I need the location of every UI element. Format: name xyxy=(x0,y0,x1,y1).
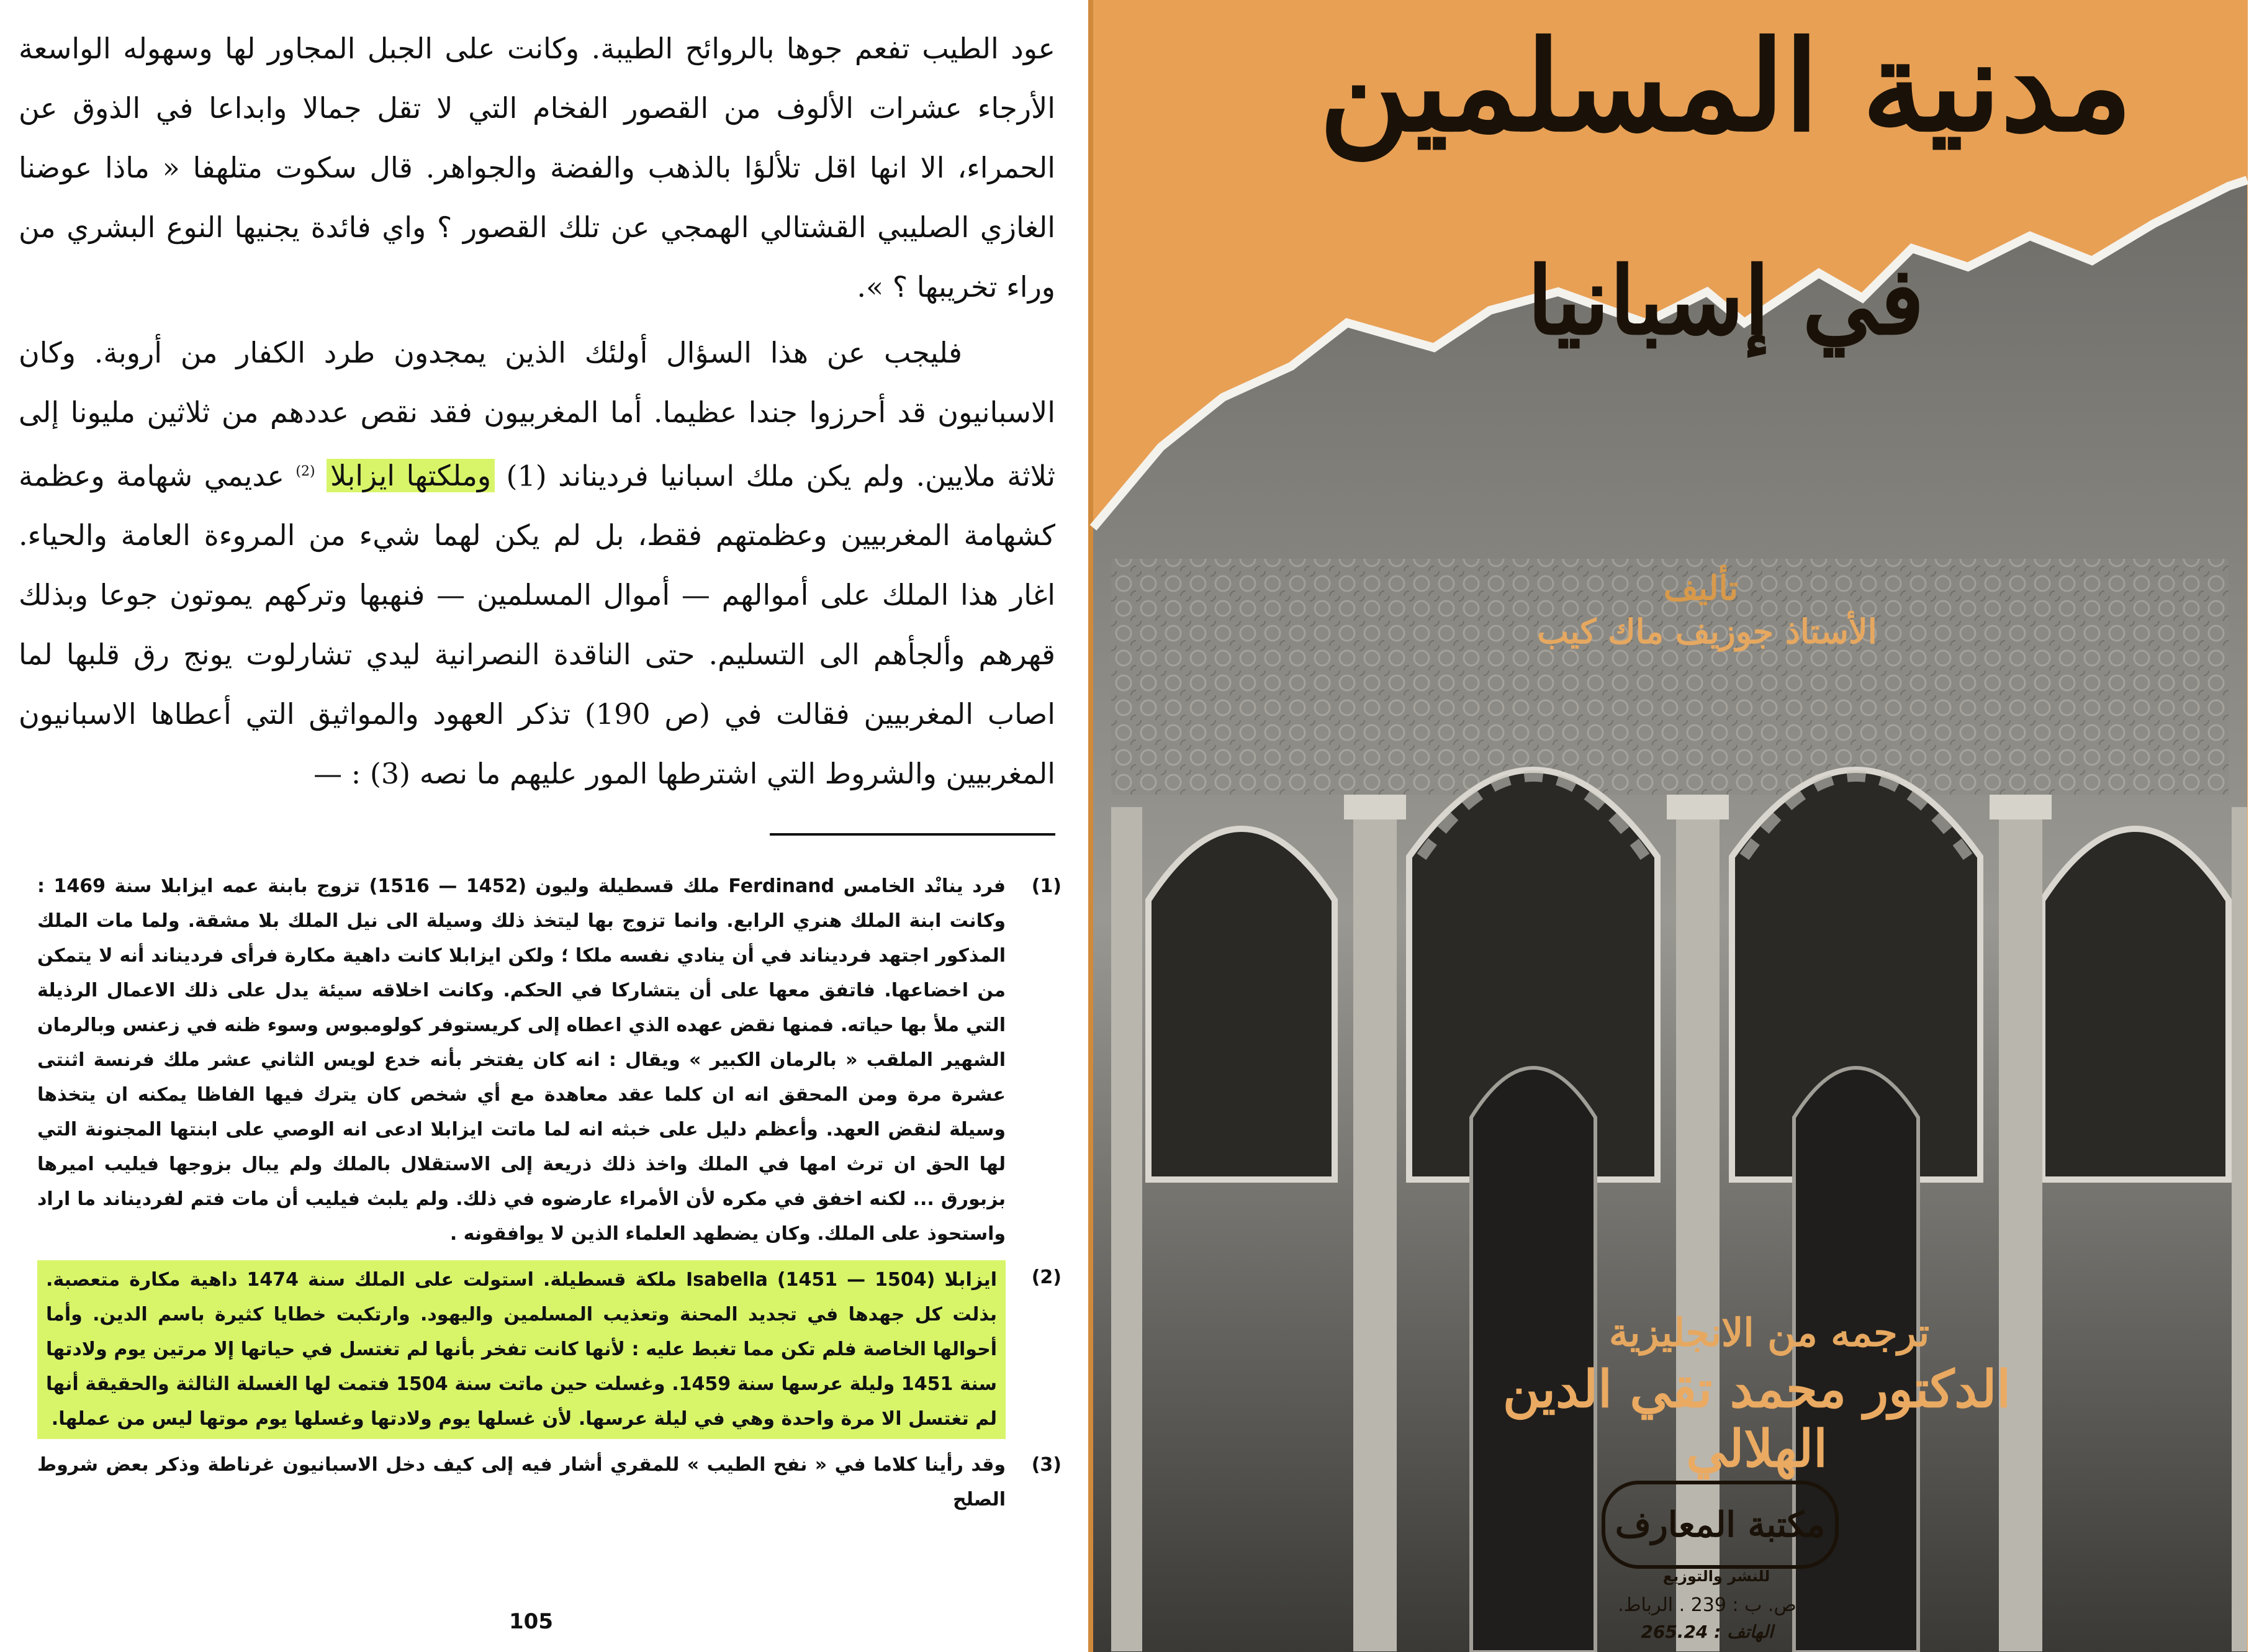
publisher-subtitle: للنشر والتوزيع xyxy=(1662,1568,1770,1585)
footnote-number: (2) xyxy=(1031,1266,1062,1288)
footnotes xyxy=(37,869,1062,1526)
translator-name: الدكتور محمد تقي الدين الهلالي xyxy=(1502,1360,2011,1479)
footnote-text-highlighted: ايزابلا Isabella (1451 — 1504) ملكة قسطيلة. استولت على الملك سنة 1474 داهية مكارة متعصبة. بذلت كل جهدها في تجديد المحنة وتعذيب المسلمين واليهود. وارتكبت خطايا كثيرة باسم الدين. وأما أحوالها الخاصة فلم تكن مما تغبط عليه : لأنها كانت تفخر بأنها لم تغتسل في حياتها إلا مرتين يوم ولادتها سنة 1451 وليلة عرسها سنة 1459. وغسلت حين ماتت سنة 1504 فتمت لها الغسلة الثالثة والحقيقة أنها لم تغتسل الا مرة واحدة وهي في ليلة عرسها. لأن غسلها يوم ولادتها وغسلها يوم موتها ليس من عملها. xyxy=(37,1260,1006,1439)
book-cover xyxy=(1086,0,2254,1652)
footnote-number: (3) xyxy=(1031,1454,1062,1476)
footnote-number: (1) xyxy=(1031,875,1062,897)
paragraph-2-end: عديمي شهامة وعظمة كشهامة المغربيين وعظمتهم فقط، بل لم يكن لهما شيء من المروءة العامة والحياء. اغار هذا الملك على أموالهم — أموال المسلمين — فنهبها وتركهم يموتون جوعا وبذلك قهرهم وألجأهم الى التسليم. حتى الناقدة النصرانية ليدي تشارلوت يونج رق قلبها لما اصاب المغربيين فقالت في (ص 190) تذكر العهود والمواثيق التي أعطاها الاسبانيون المغربيين والشروط التي اشترطها المور عليهم ما نصه (3) : — xyxy=(19,459,1055,791)
book-page xyxy=(0,0,1086,1652)
footnote-separator xyxy=(770,833,1055,836)
footnote-text: فرد ينانْد الخامس Ferdinand ملك قسطيلة وليون (1452 — 1516) تزوج بابنة عمه ايزابلا سنة 1469 : وكانت ابنة الملك هنري الرابع. وانما تزوج بها ليتخذ ذلك وسيلة الى نيل الملك بلا مشقة. ولما مات الملك المذكور اجتهد فرديناند في أن ينادي نفسه ملكا ؛ ولكن ايزابلا كانت داهية مكارة فرأى فرديناند أنه لا يتمكن من اخضاعها. فاتفق معها على أن يتشاركا في الحكم. وكانت اخلاقه سيئة يدل على ذلك الاعمال الرذيلة التي ملأ بها حياته. فمنها نقض عهده الذي اعطاه إلى كريستوفر كولومبوس وسوء ظنه في زعنس وبالرمان الشهير الملقب « بالرمان الكبير » ويقال : انه كان يفتخر بأنه خدع لويس الثاني عشر ملك فرنسة اثنتى عشرة مرة ومن المحقق انه ان كلما عقد معاهدة مع أي شخص كان يترك فيها الفاظا يمكنه ان يتخذها وسيلة لنقض العهد. وأعظم دليل على خبثه انه لما ماتت ايزابلا ادعى انه الوصي على ابنتها المجنونة التي لها الحق ان ترث امها في الملك واخذ ذلك ذريعة إلى الاستقلال بالملك ولم يبال بزوجها فيليب اميرها بزبورق ... لكنه اخفق في مكره لأن الأمراء عارضوه في ذلك. ولم يلبث فيليب أن مات فتم لفرديناند ما اراد واستحوذ على الملك. وكان يضطهد العلماء الذين لا يوافقونه . xyxy=(37,875,1006,1245)
footnote-1 xyxy=(37,869,1062,1252)
paragraph-2-start: فليجب عن هذا السؤال أولئك الذين يمجدون طرد الكفار من أروبة. وكان الاسبانيون قد أحرزوا جندا عظيما. أما المغربيون فقد نقص عددهم من ثلاثين مليونا إلى ثلاثة ملايين. ولم يكن ملك اسبانيا فرديناند (1) xyxy=(19,336,1056,493)
author-name: الأستاذ جوزيف ماك كيب xyxy=(1537,612,1877,651)
publisher-logo xyxy=(1602,1481,1839,1569)
paragraph-2 xyxy=(19,323,1055,803)
cover-subtitle: في إسبانيا xyxy=(1527,246,1924,356)
footnote-text: وقد رأينا كلاما في « نفح الطيب » للمقري أشار فيه إلى كيف دخل الاسبانيون غرناطة وذكر بعض شروط الصلح xyxy=(37,1454,1006,1510)
translated-label: ترجمه من الانجليزية xyxy=(1608,1310,1930,1355)
body-text xyxy=(19,19,1055,810)
footnote-2 xyxy=(37,1260,1062,1439)
author-label: تأليف xyxy=(1663,568,1739,608)
publisher-name: مكتبة المعارف xyxy=(1615,1504,1826,1545)
footnote-3 xyxy=(37,1448,1062,1517)
paragraph-1 xyxy=(19,19,1055,317)
cover-title: مدنية المسلمين xyxy=(1319,14,2132,160)
publisher-phone: الهاتف : 265.24 xyxy=(1641,1622,1774,1642)
paragraph-1-text: عود الطيب تفعم جوها بالروائح الطيبة. وكانت على الجبل المجاور لها وسهوله الواسعة الأرجاء عشرات الألوف من القصور الفخام التي لا تقل جمالا وابداعا في الذوق عن الحمراء، الا انها اقل تلألؤا بالذهب والفضة والجواهر. قال سكوت متلهفا « ماذا عوضنا الغازي الصليبي القشتالي الهمجي عن تلك القصور ؟ واي فائدة يجنيها النوع البشري من وراء تخريبها ؟ ». xyxy=(19,32,1055,304)
publisher-po-box: ص. ب : 239 . الرباط. xyxy=(1618,1594,1796,1616)
highlighted-phrase: وملكتها ايزابلا xyxy=(327,459,495,492)
page-number: 105 xyxy=(509,1609,553,1634)
footnote-ref-2: (2) xyxy=(295,464,315,479)
